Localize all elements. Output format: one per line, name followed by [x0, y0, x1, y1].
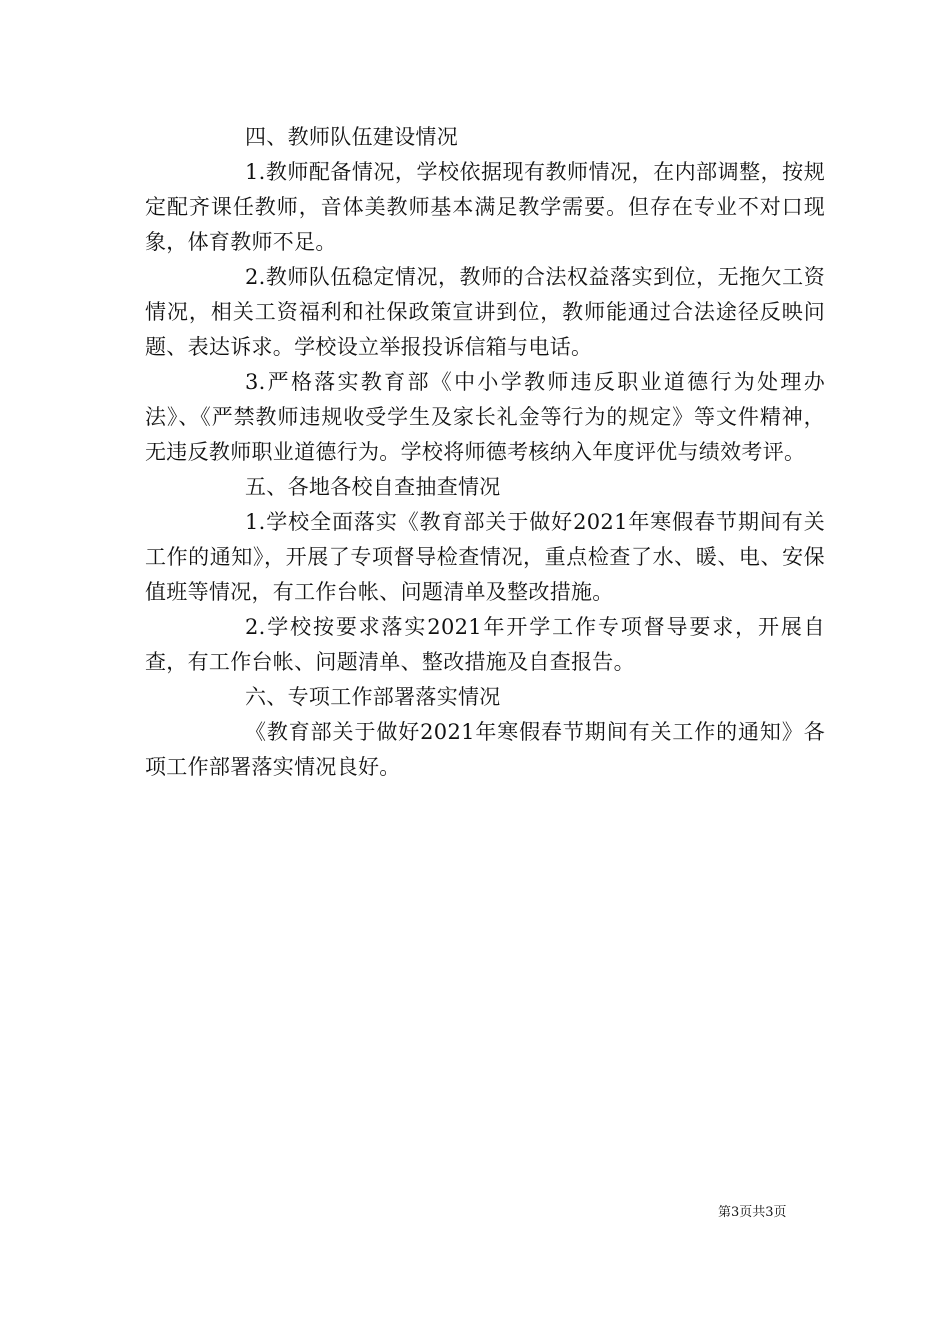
- paragraph-special-work-status: 《教育部关于做好2021年寒假春节期间有关工作的通知》各项工作部署落实情况良好。: [145, 720, 825, 779]
- section-heading-teachers: 四、教师队伍建设情况: [245, 125, 458, 149]
- paragraph-school-opening-inspection: 2.学校按要求落实2021年开学工作专项督导要求，开展自查，有工作台帐、问题清单、整改措施及自查报告。: [145, 615, 825, 674]
- paragraph-teacher-ethics: 3.严格落实教育部《中小学教师违反职业道德行为处理办法》、《严禁教师违规收受学生及家长礼金等行为的规定》等文件精神，无违反教师职业道德行为。学校将师德考核纳入年度评优与绩效考评。: [145, 370, 825, 464]
- document-body: [145, 120, 825, 785]
- paragraph-teacher-staffing: 1.教师配备情况，学校依据现有教师情况，在内部调整，按规定配齐课任教师，音体美教师基本满足教学需要。但存在专业不对口现象，体育教师不足。: [145, 160, 825, 254]
- paragraph-winter-inspection: 1.学校全面落实《教育部关于做好2021年寒假春节期间有关工作的通知》，开展了专项督导检查情况，重点检查了水、暖、电、安保值班等情况，有工作台帐、问题清单及整改措施。: [145, 510, 825, 604]
- section-heading-special-work: 六、专项工作部署落实情况: [245, 685, 501, 709]
- page-number: 第3页共3页: [718, 1205, 787, 1220]
- section-heading-self-inspection: 五、各地各校自查抽查情况: [245, 475, 501, 499]
- paragraph-teacher-stability: 2.教师队伍稳定情况，教师的合法权益落实到位，无拖欠工资情况，相关工资福利和社保政策宣讲到位，教师能通过合法途径反映问题、表达诉求。学校设立举报投诉信箱与电话。: [145, 265, 825, 359]
